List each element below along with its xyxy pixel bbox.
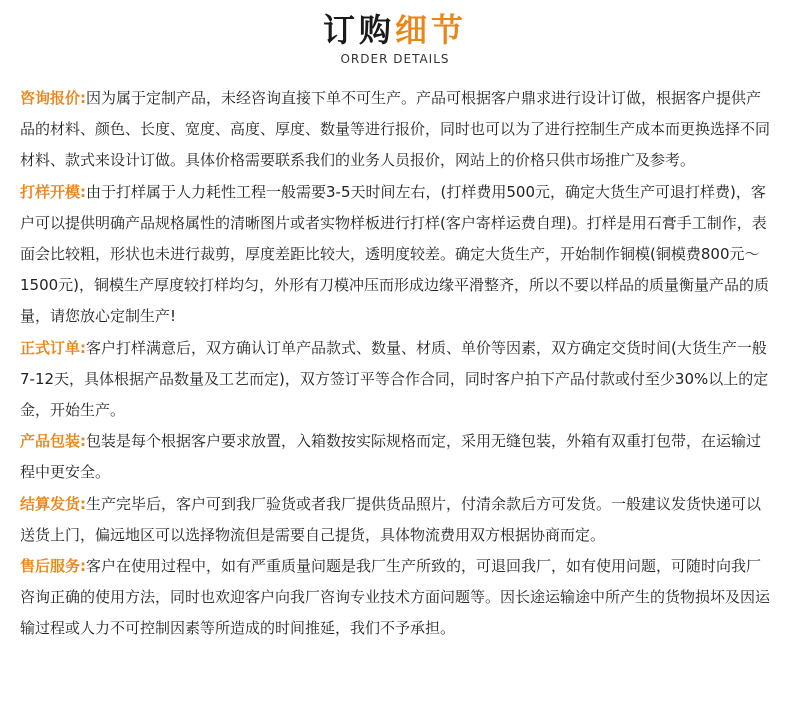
title-main: 订购 <box>322 11 395 49</box>
section-text: 由于打样属于人力耗性工程一般需要3-5天时间左右，(打样费用500元，确定大货生产可退打样费)，客户可以提供明确产品规格属性的清晰图片或者实物样板进行打样(客户寄样运费自理)。打样是用石膏手工制作，表面会比较粗，形状也未进行裁剪，厚度差距比较大，透明度较差。确定大货生产，开始制作铜模(铜模费800元～1500元)，铜模生产厚度较打样均匀，外形有刀模冲压而形成边缘平滑整齐，所以不要以样品的质量衡量产品的质量，请您放心定制生产! <box>20 182 770 326</box>
section-packaging <box>20 426 772 488</box>
section-label: 咨询报价: <box>20 89 86 107</box>
page-title <box>0 8 790 52</box>
section-text: 客户打样满意后，双方确认订单产品款式、数量、材质、单价等因素，双方确定交货时间(大货生产一般7-12天，具体根据产品数量及工艺而定)，双方签订平等合作合同，同时客户拍下产品付款或付至少30%以上的定金，开始生产。 <box>20 338 769 420</box>
section-label: 打样开模: <box>20 182 86 201</box>
order-details-content <box>20 83 772 645</box>
section-after-sales <box>20 551 772 645</box>
section-text: 客户在使用过程中，如有严重质量问题是我厂生产所致的，可退回我厂，如有使用问题，可随时向我厂咨询正确的使用方法，同时也欢迎客户向我厂咨询专业技术方面问题等。因长途运输途中所产生的货物损坏及因运输过程或人力不可控制因素等所造成的时间推延，我们不予承担。 <box>20 557 771 638</box>
page-subtitle: ORDER DETAILS <box>340 52 450 66</box>
section-text: 包装是每个根据客户要求放置，入箱数按实际规格而定，采用无缝包装，外箱有双重打包带，在运输过程中更安全。 <box>20 432 762 482</box>
section-label: 售后服务: <box>20 557 86 576</box>
section-label: 结算发货: <box>20 494 86 513</box>
section-label: 正式订单: <box>20 338 86 357</box>
section-settlement-shipping <box>20 489 772 551</box>
section-quotation <box>20 83 772 177</box>
section-text: 因为属于定制产品，未经咨询直接下单不可生产。产品可根据客户鼎求进行设计订做，根据客户提供产品的材料、颜色、长度、宽度、高度、厚度、数量等进行报价，同时也可以为了进行控制生产成本而更换选择不同材料、款式来设计订做。具体价格需要联系我们的业务人员报价，网站上的价格只供市场推广及参考。 <box>20 89 771 170</box>
section-formal-order <box>20 333 772 427</box>
title-accent: 细节 <box>395 11 468 49</box>
section-text: 生产完毕后，客户可到我厂验货或者我厂提供货品照片，付清余款后方可发货。一般建议发货快递可以送货上门，偏远地区可以选择物流但是需要自己提货，具体物流费用双方根据协商而定。 <box>20 494 762 544</box>
section-label: 产品包装: <box>20 432 86 451</box>
section-sampling <box>20 177 772 333</box>
